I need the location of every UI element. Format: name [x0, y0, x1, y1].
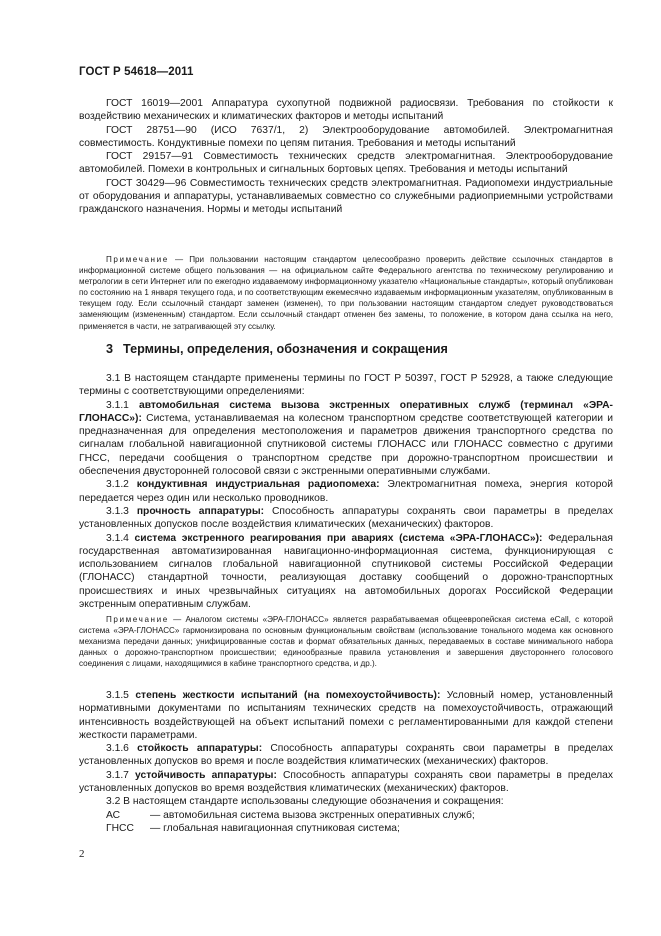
document-header: ГОСТ Р 54618—2011 — [79, 66, 194, 78]
abbreviation: АС — [106, 809, 121, 821]
abbreviation-row — [79, 822, 613, 835]
era-glonass-note — [79, 614, 613, 669]
terms-block — [79, 372, 613, 611]
clause-3-2: 3.2 В настоящем стандарте использованы следующие обозначения и сокращения: — [106, 796, 504, 808]
page-number: 2 — [79, 848, 85, 860]
abbreviation: ГНСС — [106, 822, 134, 834]
term-name: устойчивость аппаратуры: — [135, 769, 277, 781]
reference-item: ГОСТ 28751—90 (ИСО 7637/1, 2) Электрооборудование автомобилей. Электромагнитная совместимость. Кондуктивные помехи по цепям питания. Требования и методы испытаний — [79, 124, 613, 149]
note-text: — При пользовании настоящим стандартом целесообразно проверить действие ссылочных стандартов в информационной системе общего пользования — на официальном сайте Федерального агентства по техническому регулированию и метрологии в сети Интернет или по ежегодно издаваемому информационному указателю «Национальные стандарты», который опубликован по состоянию на 1 января текущего года, и по соответствующим ежемесячно издаваемым информационным указателям, опубликованным в текущем году. Если ссылочный стандарт заменен (изменен), то при пользовании настоящим стандартом следует руководствоваться заменяющим (измененным) стандартом. Если ссылочный стандарт отменен без замены, то положение, в котором дана ссылка на него, применяется в части, не затрагивающей эту ссылку. — [79, 255, 613, 331]
section-title: Термины, определения, обозначения и сокращения — [123, 342, 448, 356]
note-text: — Аналогом системы «ЭРА-ГЛОНАСС» является разрабатываемая общеевропейская система eCall, с которой система «ЭРА-ГЛОНАСС» гармонизирована по основным функциональным свойствам (использование тонального модема как основного механизма передачи данных; унифицированные состав и формат обязательных данных, передаваемых в составе минимального набора данных о дорожно-транспортном происшествии; единообразные правила установления и завершения двустороннего голосового соединения с лицами, находящимися в кабине транспортного средства, и др.). — [79, 615, 613, 669]
term-name: стойкость аппаратуры: — [137, 743, 263, 755]
term-name: система экстренного реагирования при авариях (система «ЭРА-ГЛОНАСС»): — [134, 532, 543, 544]
normative-references — [79, 97, 613, 217]
term-3-1-7: 3.1.7 устойчивость аппаратуры: Способность аппаратуры сохранять свои параметры в пределах установленных допусков во время воздействия климатических (механических) факторов. — [79, 769, 613, 795]
section-number: 3 — [106, 342, 114, 356]
references-note — [79, 254, 613, 332]
note-label: Примечание — [106, 615, 169, 624]
term-definition: Способность аппаратуры сохранять свои параметры в пределах установленных допусков во время воздействия климатических (механических) факторов. — [79, 769, 613, 795]
term-definition: Способность аппаратуры сохранять свои параметры в пределах установленных допусков после воздействия климатических (механических) факторов. — [79, 505, 613, 531]
reference-item: ГОСТ 29157—91 Совместимость технических средств электромагнитная. Электрооборудование автомобилей. Помехи в контрольных и сигнальных бортовых цепях. Требования и методы испытаний — [79, 151, 613, 176]
term-name: автомобильная система вызова экстренных оперативных служб (терминал «ЭРА-ГЛОНАСС»): — [79, 399, 613, 424]
term-3-1-1: 3.1.1 автомобильная система вызова экстренных оперативных служб (терминал «ЭРА-ГЛОНАСС»): Система, устанавливаемая на колесном транспортном средстве соответствующей категории и предназначенная для определения местоположения и параметров движения транспортного средства по сигналам глобальной навигационной спутниковой системы ГЛОНАСС или ГЛОНАСС совместно с другими ГНСС, передачи сообщения о транспортном средстве при дорожно-транспортном происшествии и обеспечения двусторонней голосовой связи с экстренными оперативными службами. — [79, 399, 613, 478]
term-definition: Система, устанавливаемая на колесном транспортном средстве соответствующей категории и предназначенная для определения местоположения и параметров движения транспортного средства по сигналам глобальной навигационной спутниковой системы ГЛОНАСС или ГЛОНАСС совместно с другими ГНСС, передачи сообщения о транспортном средстве при дорожно-транспортном происшествии и обеспечения двусторонней голосовой связи с экстренными оперативными службами. — [79, 412, 613, 478]
term-definition: Электромагнитная помеха, энергия которой передается через один или несколько проводников. — [79, 479, 613, 504]
term-name: степень жесткости испытаний (на помехоустойчивость): — [135, 690, 441, 701]
term-3-1-2: 3.1.2 кондуктивная индустриальная радиопомеха: Электромагнитная помеха, энергия которой передается через один или несколько проводников. — [79, 479, 613, 504]
terms-block-2 — [79, 689, 613, 835]
abbreviation-row — [79, 809, 613, 822]
reference-item: ГОСТ 16019—2001 Аппаратура сухопутной подвижной радиосвязи. Требования по стойкости к воздействию механических и климатических факторов и методы испытаний — [79, 98, 613, 123]
clause-3-1: 3.1 В настоящем стандарте применены термины по ГОСТ Р 50397, ГОСТ Р 52928, а также следующие термины с соответствующими определениями: — [79, 373, 613, 398]
term-3-1-6: 3.1.6 стойкость аппаратуры: Способность аппаратуры сохранять свои параметры в пределах установленных допусков во время и после воздействия климатических (механических) факторов. — [79, 743, 613, 768]
abbreviation-meaning: — глобальная навигационная спутниковая система; — [150, 822, 400, 834]
term-3-1-5: 3.1.5 степень жесткости испытаний (на помехоустойчивость): Условный номер, установленный нормативными документами по испытаниям технических средств на помехоустойчивость, отражающий интенсивность воздействующей на объект испытаний помехи с регламентированными для каждой степени жесткости параметрами. — [79, 690, 613, 741]
abbreviation-meaning: — автомобильная система вызова экстренных оперативных служб; — [150, 809, 475, 821]
term-name: прочность аппаратуры: — [136, 505, 265, 517]
term-name: кондуктивная индустриальная радиопомеха: — [136, 479, 380, 491]
term-definition: Способность аппаратуры сохранять свои параметры в пределах установленных допусков во время и после воздействия климатических (механических) факторов. — [79, 743, 613, 768]
term-3-1-3: 3.1.3 прочность аппаратуры: Способность аппаратуры сохранять свои параметры в пределах установленных допусков после воздействия климатических (механических) факторов. — [79, 505, 613, 531]
term-definition: Условный номер, установленный нормативными документами по испытаниям технических средств на помехоустойчивость, отражающий интенсивность воздействующей на объект испытаний помехи с регламентированными для каждой степени жесткости параметрами. — [79, 690, 613, 741]
term-3-1-4: 3.1.4 система экстренного реагирования при авариях (система «ЭРА-ГЛОНАСС»): Федеральная государственная автоматизированная навигационно-информационная система, функционирующая с использованием сигналов глобальной навигационной спутниковой системы Российской Федерации (ГЛОНАСС) стандартной точности, реализующая доставку сообщений о дорожно-транспортных происшествиях и иных чрезвычайных ситуациях на автомобильных дорогах Российской Федерации экстренным оперативным службам. — [79, 532, 613, 611]
section-heading — [106, 342, 448, 356]
term-definition: Федеральная государственная автоматизированная навигационно-информационная система, функционирующая с использованием сигналов глобальной навигационной спутниковой системы Российской Федерации (ГЛОНАСС) стандартной точности, реализующая доставку сообщений о дорожно-транспортных происшествиях и иных чрезвычайных ситуациях на автомобильных дорогах Российской Федерации экстренным оперативным службам. — [79, 532, 613, 611]
reference-item: ГОСТ 30429—96 Совместимость технических средств электромагнитная. Радиопомехи индустриальные от оборудования и аппаратуры, устанавливаемых совместно со служебными радиоприемными устройствами гражданского назначения. Нормы и методы испытаний — [79, 177, 613, 216]
note-label: Примечание — [106, 255, 169, 264]
